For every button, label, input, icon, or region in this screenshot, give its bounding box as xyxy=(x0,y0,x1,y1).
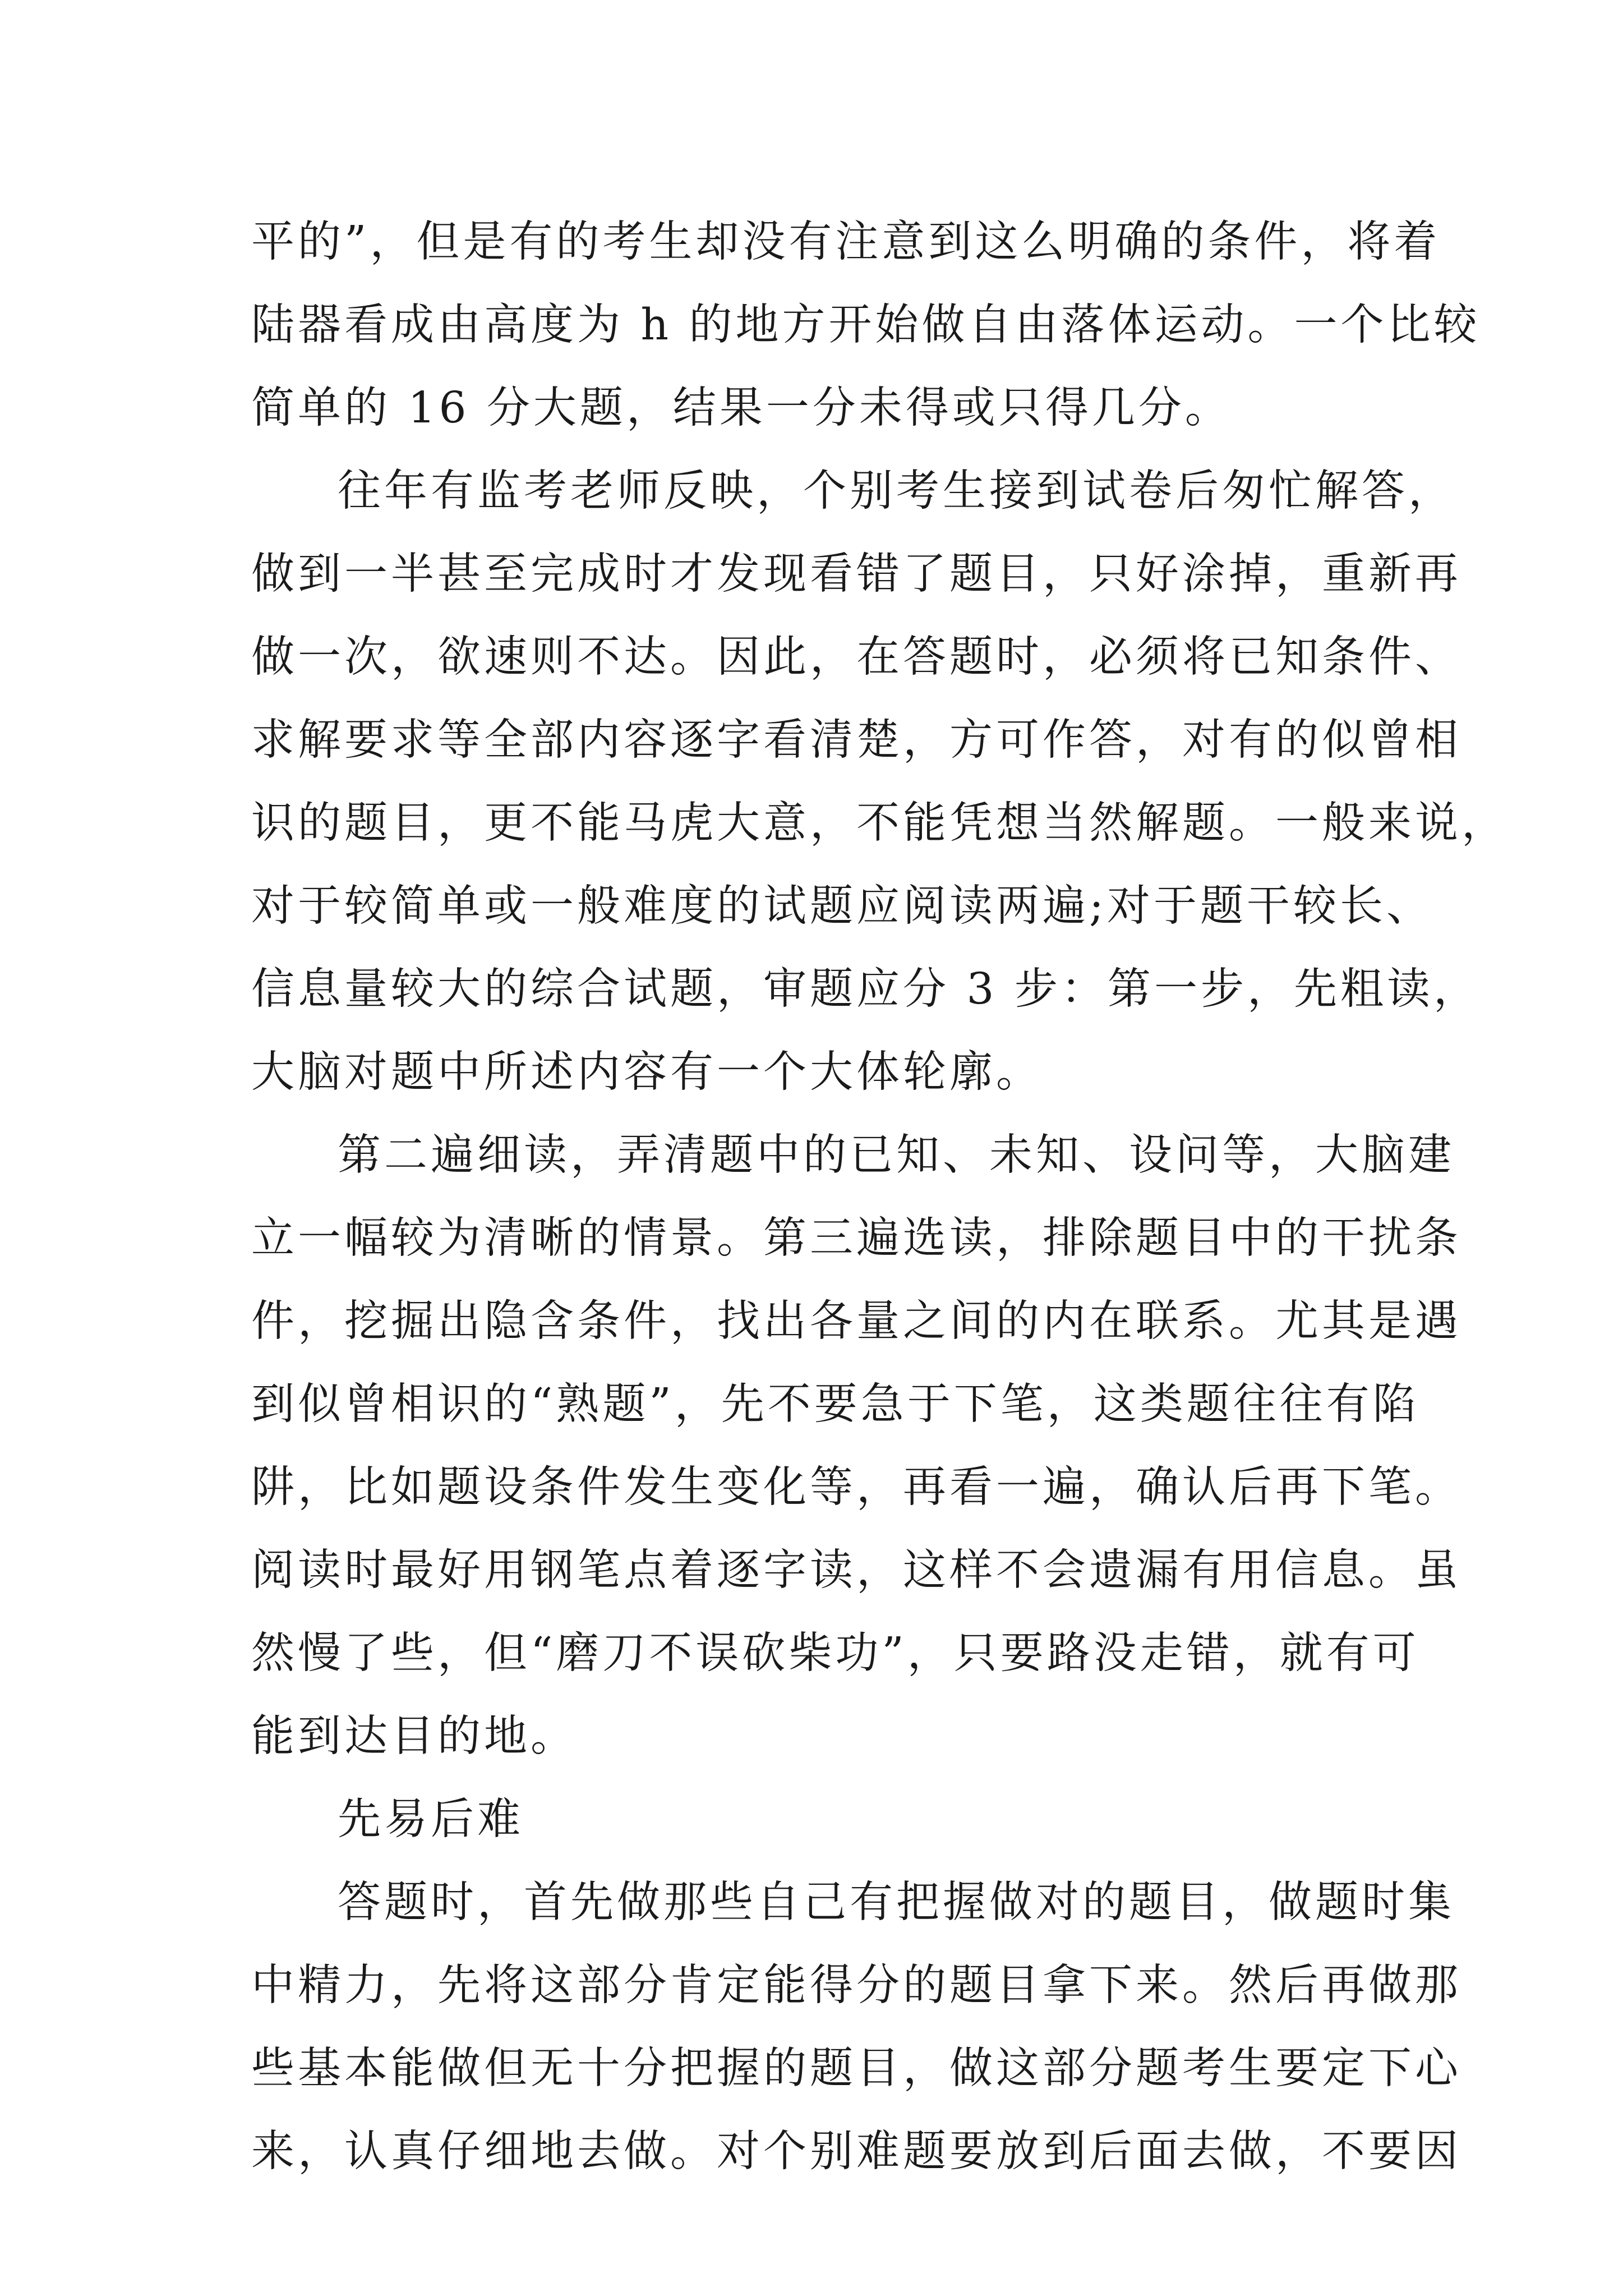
paragraph-2-line-4: 求解要求等全部内容逐字看清楚，方可作答，对有的似曾相 xyxy=(251,715,1461,765)
paragraph-1-line-2: 陆器看成由高度为 h 的地方开始做自由落体运动。一个比较 xyxy=(251,300,1481,350)
paragraph-3-line-8: 能到达目的地。 xyxy=(251,1711,577,1761)
document-body xyxy=(251,201,1508,2193)
paragraph-2-line-8: 大脑对题中所述内容有一个大体轮廓。 xyxy=(251,1047,1043,1097)
section-heading: 先易后难 xyxy=(338,1795,524,1844)
paragraph-2-line-5: 识的题目，更不能马虎大意，不能凭想当然解题。一般来说， xyxy=(251,798,1508,848)
paragraph-5-line-3: 些基本能做但无十分把握的题目，做这部分题考生要定下心 xyxy=(251,2044,1461,2093)
paragraph-3-line-1: 第二遍细读，弄清题中的已知、未知、设问等，大脑建 xyxy=(338,1130,1455,1180)
paragraph-2-line-7: 信息量较大的综合试题，审题应分 3 步：第一步，先粗读， xyxy=(251,964,1480,1014)
paragraph-2-line-3: 做一次，欲速则不达。因此，在答题时，必须将已知条件、 xyxy=(251,632,1461,682)
paragraph-2-line-1: 往年有监考老师反映，个别考生接到试卷后匆忙解答， xyxy=(338,466,1455,516)
paragraph-3-line-5: 阱，比如题设条件发生变化等，再看一遍，确认后再下笔。 xyxy=(251,1462,1461,1512)
paragraph-5-line-4: 来，认真仔细地去做。对个别难题要放到后面去做，不要因 xyxy=(251,2127,1461,2177)
paragraph-2-line-2: 做到一半甚至完成时才发现看错了题目，只好涂掉，重新再 xyxy=(251,549,1461,599)
paragraph-5-line-1: 答题时，首先做那些自己有把握做对的题目，做题时集 xyxy=(338,1878,1455,1927)
paragraph-5-line-2: 中精力，先将这部分肯定能得分的题目拿下来。然后再做那 xyxy=(251,1961,1461,2010)
paragraph-1-line-1: 平的”，但是有的考生却没有注意到这么明确的条件，将着 xyxy=(251,217,1441,267)
paragraph-3-line-2: 立一幅较为清晰的情景。第三遍选读，排除题目中的干扰条 xyxy=(251,1213,1461,1263)
paragraph-3-line-3: 件，挖掘出隐含条件，找出各量之间的内在联系。尤其是遇 xyxy=(251,1296,1461,1346)
paragraph-3-line-4: 到似曾相识的“熟题”，先不要急于下笔，这类题往往有陷 xyxy=(251,1379,1419,1429)
paragraph-3-line-7: 然慢了些，但“磨刀不误砍柴功”，只要路没走错，就有可 xyxy=(251,1628,1419,1678)
paragraph-2-line-6: 对于较简单或一般难度的试题应阅读两遍;对于题干较长、 xyxy=(251,881,1433,931)
paragraph-3-line-6: 阅读时最好用钢笔点着逐字读，这样不会遗漏有用信息。虽 xyxy=(251,1545,1461,1595)
paragraph-1-line-3: 简单的 16 分大题，结果一分未得或只得几分。 xyxy=(251,383,1232,433)
